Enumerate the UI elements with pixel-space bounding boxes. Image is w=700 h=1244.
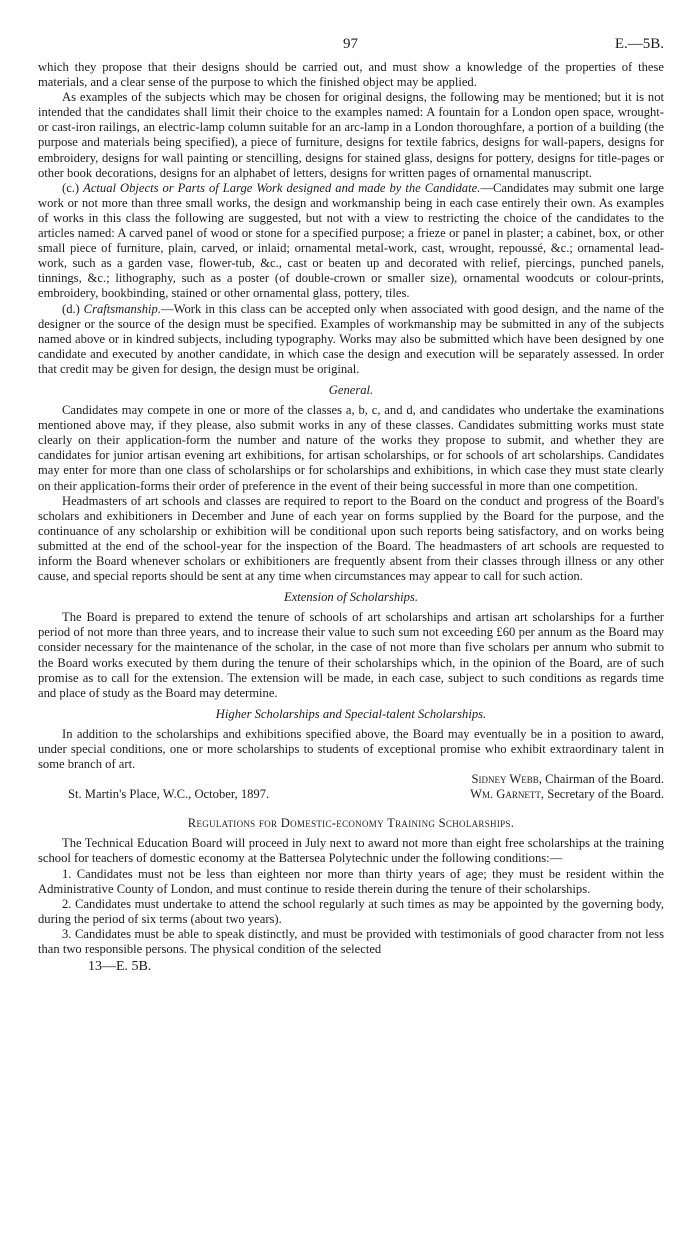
section-heading-extension: Extension of Scholarships. bbox=[284, 590, 418, 605]
printer-signature-mark: 13—E. 5B. bbox=[88, 959, 152, 975]
document-page bbox=[38, 36, 664, 974]
class-c-body: —Candidates may submit one large work or not more than three small works, the design and workmanship being in each case entirely their own. As examples of works in this class the following are suggested, but not with a view to restricting the choice of the candidates to the articles named: A carved panel of wood or stone for a specified purpose; a frieze or panel in plaster; a cabinet, box, or other small piece of furniture, plain, carved, or inlaid; ornamental metal-work, cast, wrought, repoussé, &c.; ornamental lead-work, such as a garden vase, flower-tub, &c., cast or beaten up and decorated with relief, piercings, punched panels, tinnings, &c.; lithography, such as a poster (of double-crown or smaller size), ornamental woodcuts or colour-prints, embroidery, bookbinding, stained or other ornamental glass, pottery, tiles. bbox=[38, 180, 665, 301]
class-d-label: (d.) bbox=[62, 301, 84, 316]
chairman-signature bbox=[471, 772, 664, 787]
class-d-body: —Work in this class can be accepted only when associated with good design, and the name of the designer or the source of the design must be specified. Examples of workmanship may be submitted in any of the subjects named above or in kindred subjects, including typography. Works may also be submitted which have been designed by one candidate and executed by another candidate, in which case the design and execution will be separately assessed. In order that credit may be given for design, the design must be original. bbox=[38, 301, 665, 376]
class-d-title: Craftsmanship. bbox=[83, 301, 161, 316]
paragraph-general-classes: Candidates may compete in one or more of the classes a, b, c, and d, and candidates who undertake the examinations mentioned above may, if they please, also submit works in any of these classes. Candidates submitting works must state clearly on their application-form the number and nature of the works they propose to submit, and whether they are candidates for junior artisan evening art exhibitions, for artisan scholarships, or for schools of art scholarships. Candidates may enter for more than one class of scholarships or for scholarships and exhibitions, in which case they must state clearly on their application-forms their order of preference in the event of their being successful in more than one competition. bbox=[38, 403, 664, 493]
section-heading-general: General. bbox=[328, 382, 374, 397]
section-heading-domestic-economy: Regulations for Domestic-economy Training Scholarships. bbox=[187, 816, 515, 831]
class-c-label: (c.) bbox=[62, 180, 84, 195]
document-reference: E.—5B. bbox=[614, 36, 664, 52]
chairman-role: , Chairman of the Board. bbox=[538, 772, 664, 787]
section-heading-higher: Higher Scholarships and Special-talent Scholarships. bbox=[215, 706, 487, 721]
secretary-role: , Secretary of the Board. bbox=[540, 787, 664, 802]
page-number: 97 bbox=[343, 36, 358, 52]
paragraph-extension: The Board is prepared to extend the tenure of schools of art scholarships and artisan art scholarships for a further period of not more than three years, and to increase their value to such sum not exceeding £60 per annum as the Board may consider necessary for the maintenance of the scholar, in the case of not more than five scholars per annum who submit to the Board works executed by them during the tenure of their scholarships which, in the opinion of the Board, are of such promise as to call for the extension. The extension will be made, in each case, subject to such conditions as regards time and place of study as the Board may determine. bbox=[38, 610, 664, 700]
condition-2: 2. Candidates must undertake to attend the school regularly at such times as may be appointed by the governing body, during the period of six terms (about two years). bbox=[38, 896, 664, 926]
paragraph-class-c bbox=[38, 181, 664, 302]
paragraph-design-examples: As examples of the subjects which may be chosen for original designs, the following may be mentioned; but it is not intended that the candidates shall limit their choice to the examples named: A fountain for a London open space, wrought- or cast-iron railings, an electric-lamp column suitable for an arc-lamp in a London thoroughfare, a portion of a building (the purpose and materials being specified), a piece of furniture, designs for textile fabrics, designs for wall-papers, designs for embroidery, designs for wall painting or stencilling, designs for stained glass, designs for pottery, designs for title-pages or other book decorations, designs for an alphabet of letters, designs for written pages of ornamental manuscript. bbox=[38, 90, 664, 180]
condition-3: 3. Candidates must be able to speak distinctly, and must be provided with testimonials of good character from not less than two responsible persons. The physical condition of the selected bbox=[38, 926, 664, 956]
paragraph-general-headmasters: Headmasters of art schools and classes are required to report to the Board on the conduct and progress of the Board's scholars and exhibitioners in December and June of each year on forms supplied by the Board for the purpose, and the continuance of any scholarship or exhibition will be conditional upon such reports being satisfactory, and on works being submitted at the end of the school-year for the inspection of the Board. The headmasters of art schools are requested to inform the Board whenever scholars or exhibitioners are frequently absent from their classes through illness or any other cause, and special reports should be sent at any time when circumstances may appear to call for such action. bbox=[38, 493, 664, 584]
signature-block bbox=[38, 772, 664, 804]
condition-1: 1. Candidates must not be less than eighteen nor more than thirty years of age; they must be resident within the Administrative County of London, and must continue to reside therein during the tenure of their scholarships. bbox=[38, 866, 664, 896]
secretary-signature bbox=[470, 787, 664, 802]
secretary-name: Wm. Garnett bbox=[470, 787, 541, 802]
paragraph-class-d bbox=[38, 302, 664, 377]
place-date: St. Martin's Place, W.C., October, 1897. bbox=[68, 787, 270, 802]
paragraph-materials: which they propose that their designs should be carried out, and must show a knowledge of the properties of these materials, and a clear sense of the purpose to which the finished object may be applied. bbox=[38, 60, 664, 90]
chairman-name: Sidney Webb bbox=[471, 772, 539, 787]
paragraph-domestic-intro: The Technical Education Board will proceed in July next to award not more than eight free scholarships at the training school for teachers of domestic economy at the Battersea Polytechnic under the following conditions:— bbox=[38, 836, 664, 866]
class-c-title: Actual Objects or Parts of Large Work designed and made by the Candidate. bbox=[83, 180, 481, 195]
paragraph-higher: In addition to the scholarships and exhibitions specified above, the Board may eventually be in a position to award, under special conditions, one or more scholarships to students of exceptional promise who exhibit extraordinary talent in some branch of art. bbox=[38, 726, 664, 772]
body-text bbox=[38, 60, 664, 974]
page-header bbox=[38, 36, 664, 60]
